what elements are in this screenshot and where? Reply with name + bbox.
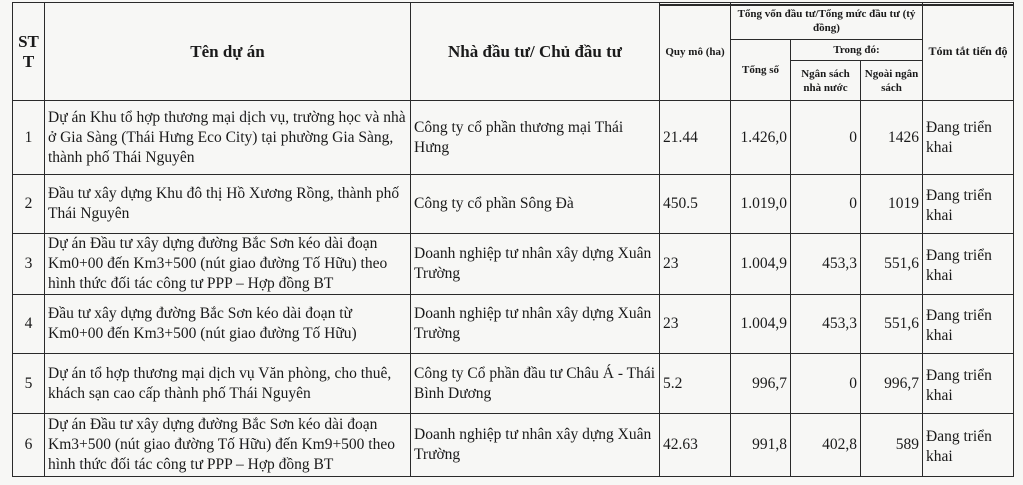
cell-non-budget: 1426 bbox=[861, 101, 923, 175]
cell-status: Đang triển khai bbox=[923, 175, 1014, 234]
cell-state-budget: 453,3 bbox=[791, 234, 861, 295]
cell-scale: 23 bbox=[660, 234, 731, 295]
cell-stt: 2 bbox=[13, 175, 45, 234]
cell-investor: Công ty cổ phần Sông Đà bbox=[411, 175, 660, 234]
cell-project-name: Dự án Khu tổ hợp thương mại dịch vụ, trường học và nhà ở Gia Sàng (Thái Hưng Eco City) tại phường Gia Sàng, thành phố Thái Nguyên bbox=[45, 101, 411, 175]
table-row bbox=[13, 295, 1014, 354]
cell-project-name: Dự án Đầu tư xây dựng đường Bắc Sơn kéo dài đoạn Km0+00 đến Km3+500 (nút giao đường Tố Hữu) theo hình thức đối tác công tư PPP – Hợp đồng BT bbox=[45, 234, 411, 295]
cell-stt: 1 bbox=[13, 101, 45, 175]
header-project-name: Tên dự án bbox=[45, 3, 411, 101]
table-row bbox=[13, 175, 1014, 234]
header-investment-group: Tổng vốn đầu tư/Tổng mức đầu tư (tỷ đồng) bbox=[731, 3, 923, 40]
table-row bbox=[13, 234, 1014, 295]
cell-investor: Doanh nghiệp tư nhân xây dựng Xuân Trường bbox=[411, 234, 660, 295]
cell-status: Đang triển khai bbox=[923, 101, 1014, 175]
cell-total: 1.004,9 bbox=[731, 295, 791, 354]
cell-total: 991,8 bbox=[731, 414, 791, 477]
cell-scale: 450.5 bbox=[660, 175, 731, 234]
cell-status: Đang triển khai bbox=[923, 354, 1014, 414]
header-total: Tổng số bbox=[731, 40, 791, 101]
cell-scale: 42.63 bbox=[660, 414, 731, 477]
cell-investor: Công ty Cổ phần đầu tư Châu Á - Thái Bình Dương bbox=[411, 354, 660, 414]
header-non-budget: Ngoài ngân sách bbox=[861, 61, 923, 101]
cell-project-name: Đầu tư xây dựng đường Bắc Sơn kéo dài đoạn từ Km0+00 đến Km3+500 (nút giao đường Tố Hữu) bbox=[45, 295, 411, 354]
cell-investor: Doanh nghiệp tư nhân xây dựng Xuân Trường bbox=[411, 295, 660, 354]
header-investor: Nhà đầu tư/ Chủ đầu tư bbox=[411, 3, 660, 101]
cell-project-name: Dự án tổ hợp thương mại dịch vụ Văn phòng, cho thuê, khách sạn cao cấp thành phố Thái Nguyên bbox=[45, 354, 411, 414]
cell-non-budget: 1019 bbox=[861, 175, 923, 234]
table-row bbox=[13, 414, 1014, 477]
header-scale: Quy mô (ha) bbox=[660, 3, 731, 101]
cell-total: 1.004,9 bbox=[731, 234, 791, 295]
cell-non-budget: 551,6 bbox=[861, 234, 923, 295]
header-state-budget: Ngân sách nhà nước bbox=[791, 61, 861, 101]
cell-status: Đang triển khai bbox=[923, 295, 1014, 354]
cell-state-budget: 0 bbox=[791, 101, 861, 175]
cell-stt: 3 bbox=[13, 234, 45, 295]
cell-total: 1.426,0 bbox=[731, 101, 791, 175]
cell-status: Đang triển khai bbox=[923, 234, 1014, 295]
header-stt: ST T bbox=[13, 3, 45, 101]
table-row bbox=[13, 101, 1014, 175]
cell-status: Đang triển khai bbox=[923, 414, 1014, 477]
cell-total: 996,7 bbox=[731, 354, 791, 414]
cell-stt: 4 bbox=[13, 295, 45, 354]
cell-stt: 6 bbox=[13, 414, 45, 477]
cell-state-budget: 453,3 bbox=[791, 295, 861, 354]
cell-project-name: Dự án Đầu tư xây dựng đường Bắc Sơn kéo dài đoạn Km3+500 (nút giao đường Tố Hữu) đến Km9+500 theo hình thức đối tác công tư PPP – Hợp đồng BT bbox=[45, 414, 411, 477]
cell-non-budget: 551,6 bbox=[861, 295, 923, 354]
table-row bbox=[13, 354, 1014, 414]
header-progress-summary: Tóm tắt tiến độ bbox=[923, 3, 1014, 101]
cell-scale: 21.44 bbox=[660, 101, 731, 175]
cell-non-budget: 589 bbox=[861, 414, 923, 477]
cell-investor: Công ty cổ phần thương mại Thái Hưng bbox=[411, 101, 660, 175]
projects-table bbox=[12, 2, 1014, 477]
header-of-which: Trong đó: bbox=[791, 40, 923, 61]
cell-state-budget: 0 bbox=[791, 354, 861, 414]
cell-stt: 5 bbox=[13, 354, 45, 414]
cell-investor: Doanh nghiệp tư nhân xây dựng Xuân Trường bbox=[411, 414, 660, 477]
cell-scale: 5.2 bbox=[660, 354, 731, 414]
cell-total: 1.019,0 bbox=[731, 175, 791, 234]
cell-scale: 23 bbox=[660, 295, 731, 354]
cell-state-budget: 402,8 bbox=[791, 414, 861, 477]
cell-non-budget: 996,7 bbox=[861, 354, 923, 414]
cell-state-budget: 0 bbox=[791, 175, 861, 234]
cell-project-name: Đầu tư xây dựng Khu đô thị Hồ Xương Rồng, thành phố Thái Nguyên bbox=[45, 175, 411, 234]
